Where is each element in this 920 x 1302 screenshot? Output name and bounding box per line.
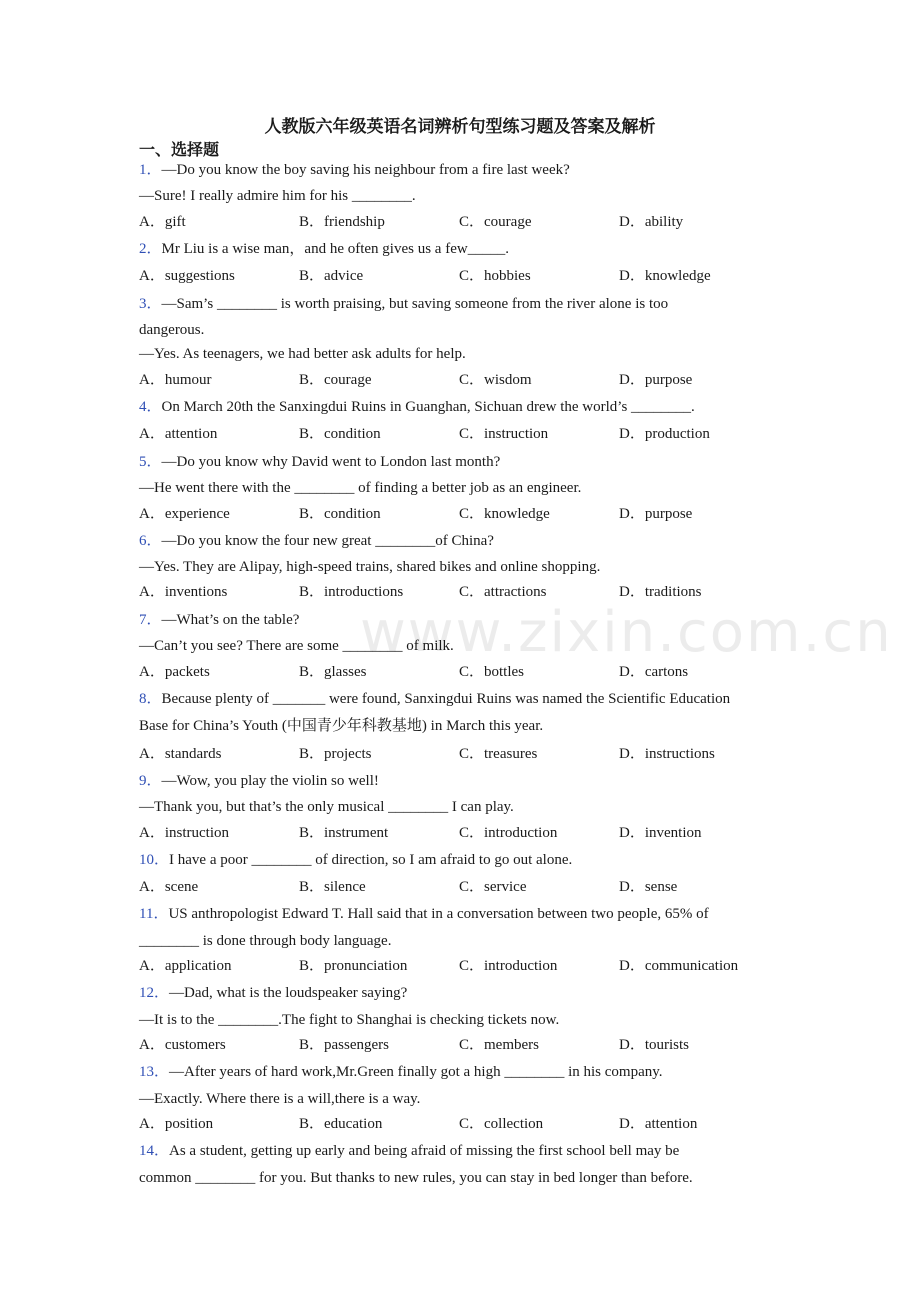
answer-option[interactable]: C．introduction — [459, 825, 558, 841]
question-line: —Can’t you see? There are some ________ of milk. — [139, 638, 454, 654]
answer-option[interactable]: C．introduction — [459, 958, 558, 974]
question-text: —Do you know the boy saving his neighbour from a fire last week? — [161, 162, 570, 178]
question-text: —Wow, you play the violin so well! — [161, 773, 379, 789]
question-stem — [139, 1062, 663, 1082]
answer-option[interactable]: B．projects — [299, 746, 372, 762]
question-text: —After years of hard work,Mr.Green finally got a high ________ in his company. — [169, 1064, 663, 1080]
answer-option[interactable]: B．advice — [299, 268, 364, 284]
question-stem — [139, 1141, 679, 1161]
answer-option[interactable]: A．experience — [139, 506, 230, 522]
answer-option[interactable]: A．position — [139, 1116, 214, 1132]
answer-option[interactable]: C．hobbies — [459, 268, 531, 284]
question-stem — [139, 850, 572, 870]
question-text: US anthropologist Edward T. Hall said that in a conversation between two people, 65% of — [168, 906, 709, 922]
question-stem — [139, 294, 668, 314]
question-stem — [139, 239, 509, 259]
question-stem — [139, 771, 379, 791]
answer-option[interactable]: A．suggestions — [139, 268, 235, 284]
question-text: —Sam’s ________ is worth praising, but saving someone from the river alone is too — [161, 296, 669, 312]
watermark: www.zixin.com.cn — [360, 600, 893, 665]
answer-option[interactable]: D．instructions — [619, 746, 715, 762]
question-number: 10． — [139, 852, 170, 868]
question-number: 4． — [139, 399, 162, 415]
question-number: 5． — [139, 454, 162, 470]
question-text: On March 20th the Sanxingdui Ruins in Guanghan, Sichuan drew the world’s ________. — [161, 399, 695, 415]
question-text: As a student, getting up early and being afraid of missing the first school bell may be — [169, 1143, 680, 1159]
question-stem — [139, 531, 494, 551]
question-stem — [139, 160, 570, 180]
question-line: ________ is done through body language. — [139, 933, 392, 949]
answer-option[interactable]: D．invention — [619, 825, 702, 841]
answer-option[interactable]: D．production — [619, 426, 710, 442]
answer-option[interactable]: C．attractions — [459, 584, 547, 600]
question-text: —Do you know the four new great ________of China? — [161, 533, 494, 549]
question-line: common ________ for you. But thanks to new rules, you can stay in bed longer than before. — [139, 1170, 693, 1186]
answer-option[interactable]: A．application — [139, 958, 232, 974]
answer-option[interactable]: A．humour — [139, 372, 212, 388]
question-number: 7． — [139, 612, 162, 628]
answer-option[interactable]: D．purpose — [619, 372, 693, 388]
answer-option[interactable]: A．inventions — [139, 584, 228, 600]
question-line: —Thank you, but that’s the only musical ________ I can play. — [139, 799, 514, 815]
answer-option[interactable]: B．courage — [299, 372, 372, 388]
question-text: —Dad, what is the loudspeaker saying? — [169, 985, 408, 1001]
answer-option[interactable]: B．condition — [299, 426, 381, 442]
question-number: 11． — [139, 906, 169, 922]
question-text: —What’s on the table? — [161, 612, 300, 628]
question-text: —Do you know why David went to London last month? — [161, 454, 501, 470]
answer-option[interactable]: C．wisdom — [459, 372, 532, 388]
question-line: —Yes. As teenagers, we had better ask adults for help. — [139, 346, 466, 362]
section-heading: 一、选择题 — [139, 140, 220, 159]
answer-option[interactable]: D．cartons — [619, 664, 689, 680]
question-line: —Exactly. Where there is a will,there is a way. — [139, 1091, 421, 1107]
question-stem — [139, 452, 500, 472]
question-number: 1． — [139, 162, 162, 178]
answer-option[interactable]: D．attention — [619, 1116, 698, 1132]
answer-option[interactable]: B．education — [299, 1116, 383, 1132]
answer-option[interactable]: A．attention — [139, 426, 218, 442]
answer-option[interactable]: B．instrument — [299, 825, 389, 841]
question-line: Base for China’s Youth (中国青少年科教基地) in March this year. — [139, 718, 544, 734]
answer-option[interactable]: C．members — [459, 1037, 539, 1053]
answer-option[interactable]: D．tourists — [619, 1037, 690, 1053]
answer-option[interactable]: A．gift — [139, 214, 186, 230]
answer-option[interactable]: D．sense — [619, 879, 678, 895]
question-number: 14． — [139, 1143, 170, 1159]
question-stem — [139, 904, 709, 924]
answer-option[interactable]: B．silence — [299, 879, 366, 895]
question-text: Mr Liu is a wise man，and he often gives us a few_____. — [161, 241, 509, 257]
question-number: 3． — [139, 296, 162, 312]
question-number: 8． — [139, 691, 162, 707]
answer-option[interactable]: D．purpose — [619, 506, 693, 522]
question-stem — [139, 397, 695, 417]
answer-option[interactable]: C．treasures — [459, 746, 538, 762]
question-stem — [139, 689, 730, 709]
question-number: 9． — [139, 773, 162, 789]
answer-option[interactable]: B．friendship — [299, 214, 385, 230]
page-title: 人教版六年级英语名词辨析句型练习题及答案及解析 — [264, 117, 656, 137]
question-stem — [139, 983, 407, 1003]
question-number: 13． — [139, 1064, 170, 1080]
answer-option[interactable]: B．condition — [299, 506, 381, 522]
answer-option[interactable]: D．traditions — [619, 584, 702, 600]
answer-option[interactable]: D．ability — [619, 214, 684, 230]
question-stem — [139, 610, 299, 630]
answer-option[interactable]: A．scene — [139, 879, 199, 895]
question-number: 12． — [139, 985, 170, 1001]
question-line: dangerous. — [139, 322, 205, 338]
answer-option[interactable]: B．introductions — [299, 584, 404, 600]
answer-option[interactable]: C．service — [459, 879, 527, 895]
answer-option[interactable]: A．standards — [139, 746, 222, 762]
answer-option[interactable]: A．instruction — [139, 825, 229, 841]
answer-option[interactable]: C．bottles — [459, 664, 525, 680]
answer-option[interactable]: C．knowledge — [459, 506, 550, 522]
answer-option[interactable]: B．pronunciation — [299, 958, 408, 974]
question-text: Because plenty of _______ were found, Sanxingdui Ruins was named the Scientific Education — [161, 691, 731, 707]
question-number: 2． — [139, 241, 162, 257]
question-line: —Sure! I really admire him for his ________. — [139, 188, 416, 204]
answer-option[interactable]: B．passengers — [299, 1037, 389, 1053]
question-line: —It is to the ________.The fight to Shanghai is checking tickets now. — [139, 1012, 560, 1028]
answer-option[interactable]: D．communication — [619, 958, 739, 974]
answer-option[interactable]: C．collection — [459, 1116, 544, 1132]
question-line: —He went there with the ________ of finding a better job as an engineer. — [139, 480, 582, 496]
question-text: I have a poor ________ of direction, so I am afraid to go out alone. — [169, 852, 573, 868]
answer-option[interactable]: A．customers — [139, 1037, 226, 1053]
question-line: —Yes. They are Alipay, high-speed trains, shared bikes and online shopping. — [139, 559, 601, 575]
answer-option[interactable]: A．packets — [139, 664, 210, 680]
question-number: 6． — [139, 533, 162, 549]
answer-option[interactable]: B．glasses — [299, 664, 367, 680]
answer-option[interactable]: D．knowledge — [619, 268, 711, 284]
answer-option[interactable]: C．instruction — [459, 426, 549, 442]
answer-option[interactable]: C．courage — [459, 214, 532, 230]
